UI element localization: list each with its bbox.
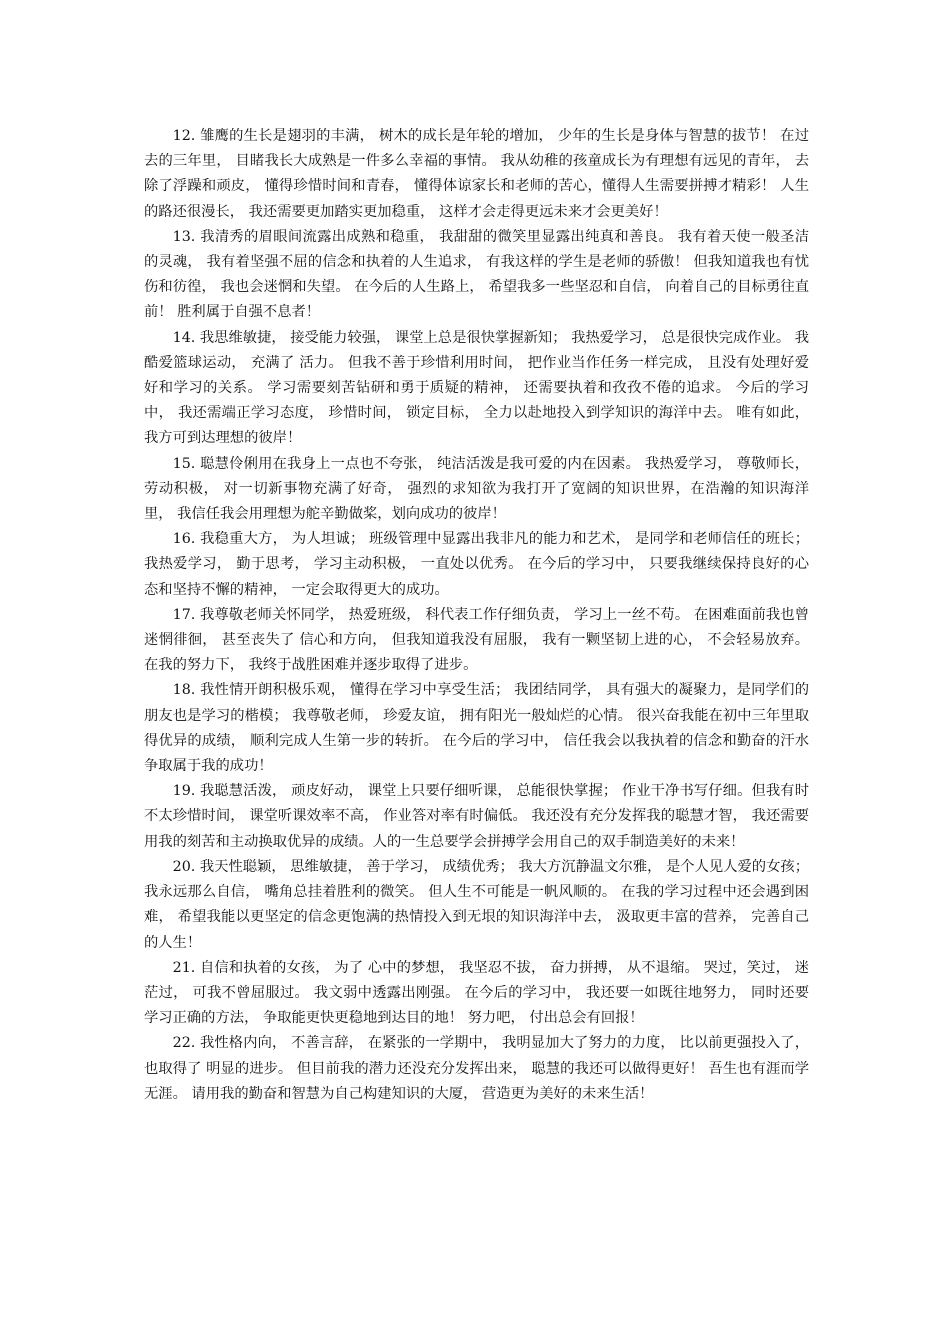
paragraph-12: 12. 雏鹰的生长是翅羽的丰满， 树木的成长是年轮的增加， 少年的生长是身体与智慧的拔节！ 在过去的三年里， 目睹我长大成熟是一件多么幸福的事情。 我从幼稚的孩童成长为有理想有远见的青年， 去除了浮躁和顽皮， 懂得珍惜时间和青春， 懂得体谅家长和老师的苦心，懂得人生需要拼搏才精彩！ 人生的路还很漫长， 我还需要更加踏实更加稳重， 这样才会走得更远未来才会更美好！	[144, 128, 809, 220]
paragraph-15: 15. 聪慧伶俐用在我身上一点也不夸张， 纯洁活泼是我可爱的内在因素。 我热爱学习， 尊敬师长， 劳动积极， 对一切新事物充满了好奇， 强烈的求知欲为我打开了宽阔的知识世界，在浩瀚的知识海洋里， 我信任我会用理想为舵辛勤做桨，划向成功的彼岸！	[144, 455, 809, 523]
document-body	[144, 124, 809, 1107]
paragraph-18: 18. 我性情开朗积极乐观， 懂得在学习中享受生活； 我团结同学， 具有强大的凝聚力，是同学们的朋友也是学习的楷模； 我尊敬老师， 珍爱友谊， 拥有阳光一般灿烂的心情。 很兴奋我能在初中三年里取得优异的成绩， 顺利完成人生第一步的转折。 在今后的学习中， 信任我会以我执着的信念和勤奋的汗水争取属于我的成功！	[144, 682, 809, 775]
paragraph-13: 13. 我清秀的眉眼间流露出成熟和稳重， 我甜甜的微笑里显露出纯真和善良。 我有着天使一般圣洁的灵魂， 我有着坚强不屈的信念和执着的人生追求， 有我这样的学生是老师的骄傲！ 但我知道我也有忧伤和彷徨， 我也会迷惘和失望。 在今后的人生路上， 希望我多一些坚忍和自信， 向着自己的目标勇往直前！ 胜利属于自强不息者！	[144, 228, 809, 321]
paragraph-22: 22. 我性格内向， 不善言辞， 在紧张的一学期中， 我明显加大了努力的力度， 比以前更强投入了， 也取得了 明显的进步。 但目前我的潜力还没充分发挥出来， 聪慧的我还可以做得更好！ 吾生也有涯而学无涯。 请用我的勤奋和智慧为自己构建知识的大厦， 营造更为美好的未来生活！	[144, 1035, 809, 1102]
paragraph-20: 20. 我天性聪颖， 思维敏捷， 善于学习， 成绩优秀； 我大方沉静温文尔雅， 是个人见人爱的女孩； 我永远那么自信， 嘴角总挂着胜利的微笑。 但人生不可能是一帆风顺的。 在我的学习过程中还会遇到困难， 希望我能以更坚定的信念更饱满的热情投入到无垠的知识海洋中去， 汲取更丰富的营养， 完善自己的人生！	[144, 858, 809, 951]
paragraph-19: 19. 我聪慧活泼， 顽皮好动， 课堂上只要仔细听课， 总能很快掌握； 作业干净书写仔细。但我有时不太珍惜时间， 课堂听课效率不高， 作业答对率有时偏低。 我还没有充分发挥我的聪慧才智， 我还需要用我的刻苦和主动换取优异的成绩。人的一生总要学会拼搏学会用自己的双手制造美好的未来！	[144, 783, 809, 850]
paragraph-21: 21. 自信和执着的女孩， 为了 心中的梦想， 我坚忍不拔， 奋力拼搏， 从不退缩。 哭过，笑过， 迷茫过， 可我不曾屈服过。 我文弱中透露出刚强。 在今后的学习中， 我还要一如既往地努力， 同时还要学习正确的方法， 争取能更快更稳地到达目的地！ 努力吧， 付出总会有回报！	[144, 959, 809, 1027]
paragraph-17: 17. 我尊敬老师关怀同学， 热爱班级， 科代表工作仔细负责， 学习上一丝不苟。 在困难面前我也曾迷惘徘徊， 甚至丧失了 信心和方向， 但我知道我没有屈服， 我有一颗坚韧上进的心， 不会轻易放弃。 在我的努力下， 我终于战胜困难并逐步取得了进步。	[144, 606, 809, 674]
paragraph-14: 14. 我思维敏捷， 接受能力较强， 课堂上总是很快掌握新知； 我热爱学习， 总是很快完成作业。 我酷爱篮球运动， 充满了 活力。 但我不善于珍惜利用时间， 把作业当作任务一样完成， 且没有处理好爱好和学习的关系。 学习需要刻苦钻研和勇于质疑的精神， 还需要执着和孜孜不倦的追求。 今后的学习中， 我还需端正学习态度， 珍惜时间， 锁定目标， 全力以赴地投入到学知识的海洋中去。 唯有如此，我方可到达理想的彼岸！	[144, 329, 809, 447]
paragraph-16: 16. 我稳重大方， 为人坦诚； 班级管理中显露出我非凡的能力和艺术， 是同学和老师信任的班长； 我热爱学习， 勤于思考， 学习主动积极， 一直处以优秀。 在今后的学习中， 只要我继续保持良好的心态和坚持不懈的精神， 一定会取得更大的成功。	[144, 531, 809, 598]
